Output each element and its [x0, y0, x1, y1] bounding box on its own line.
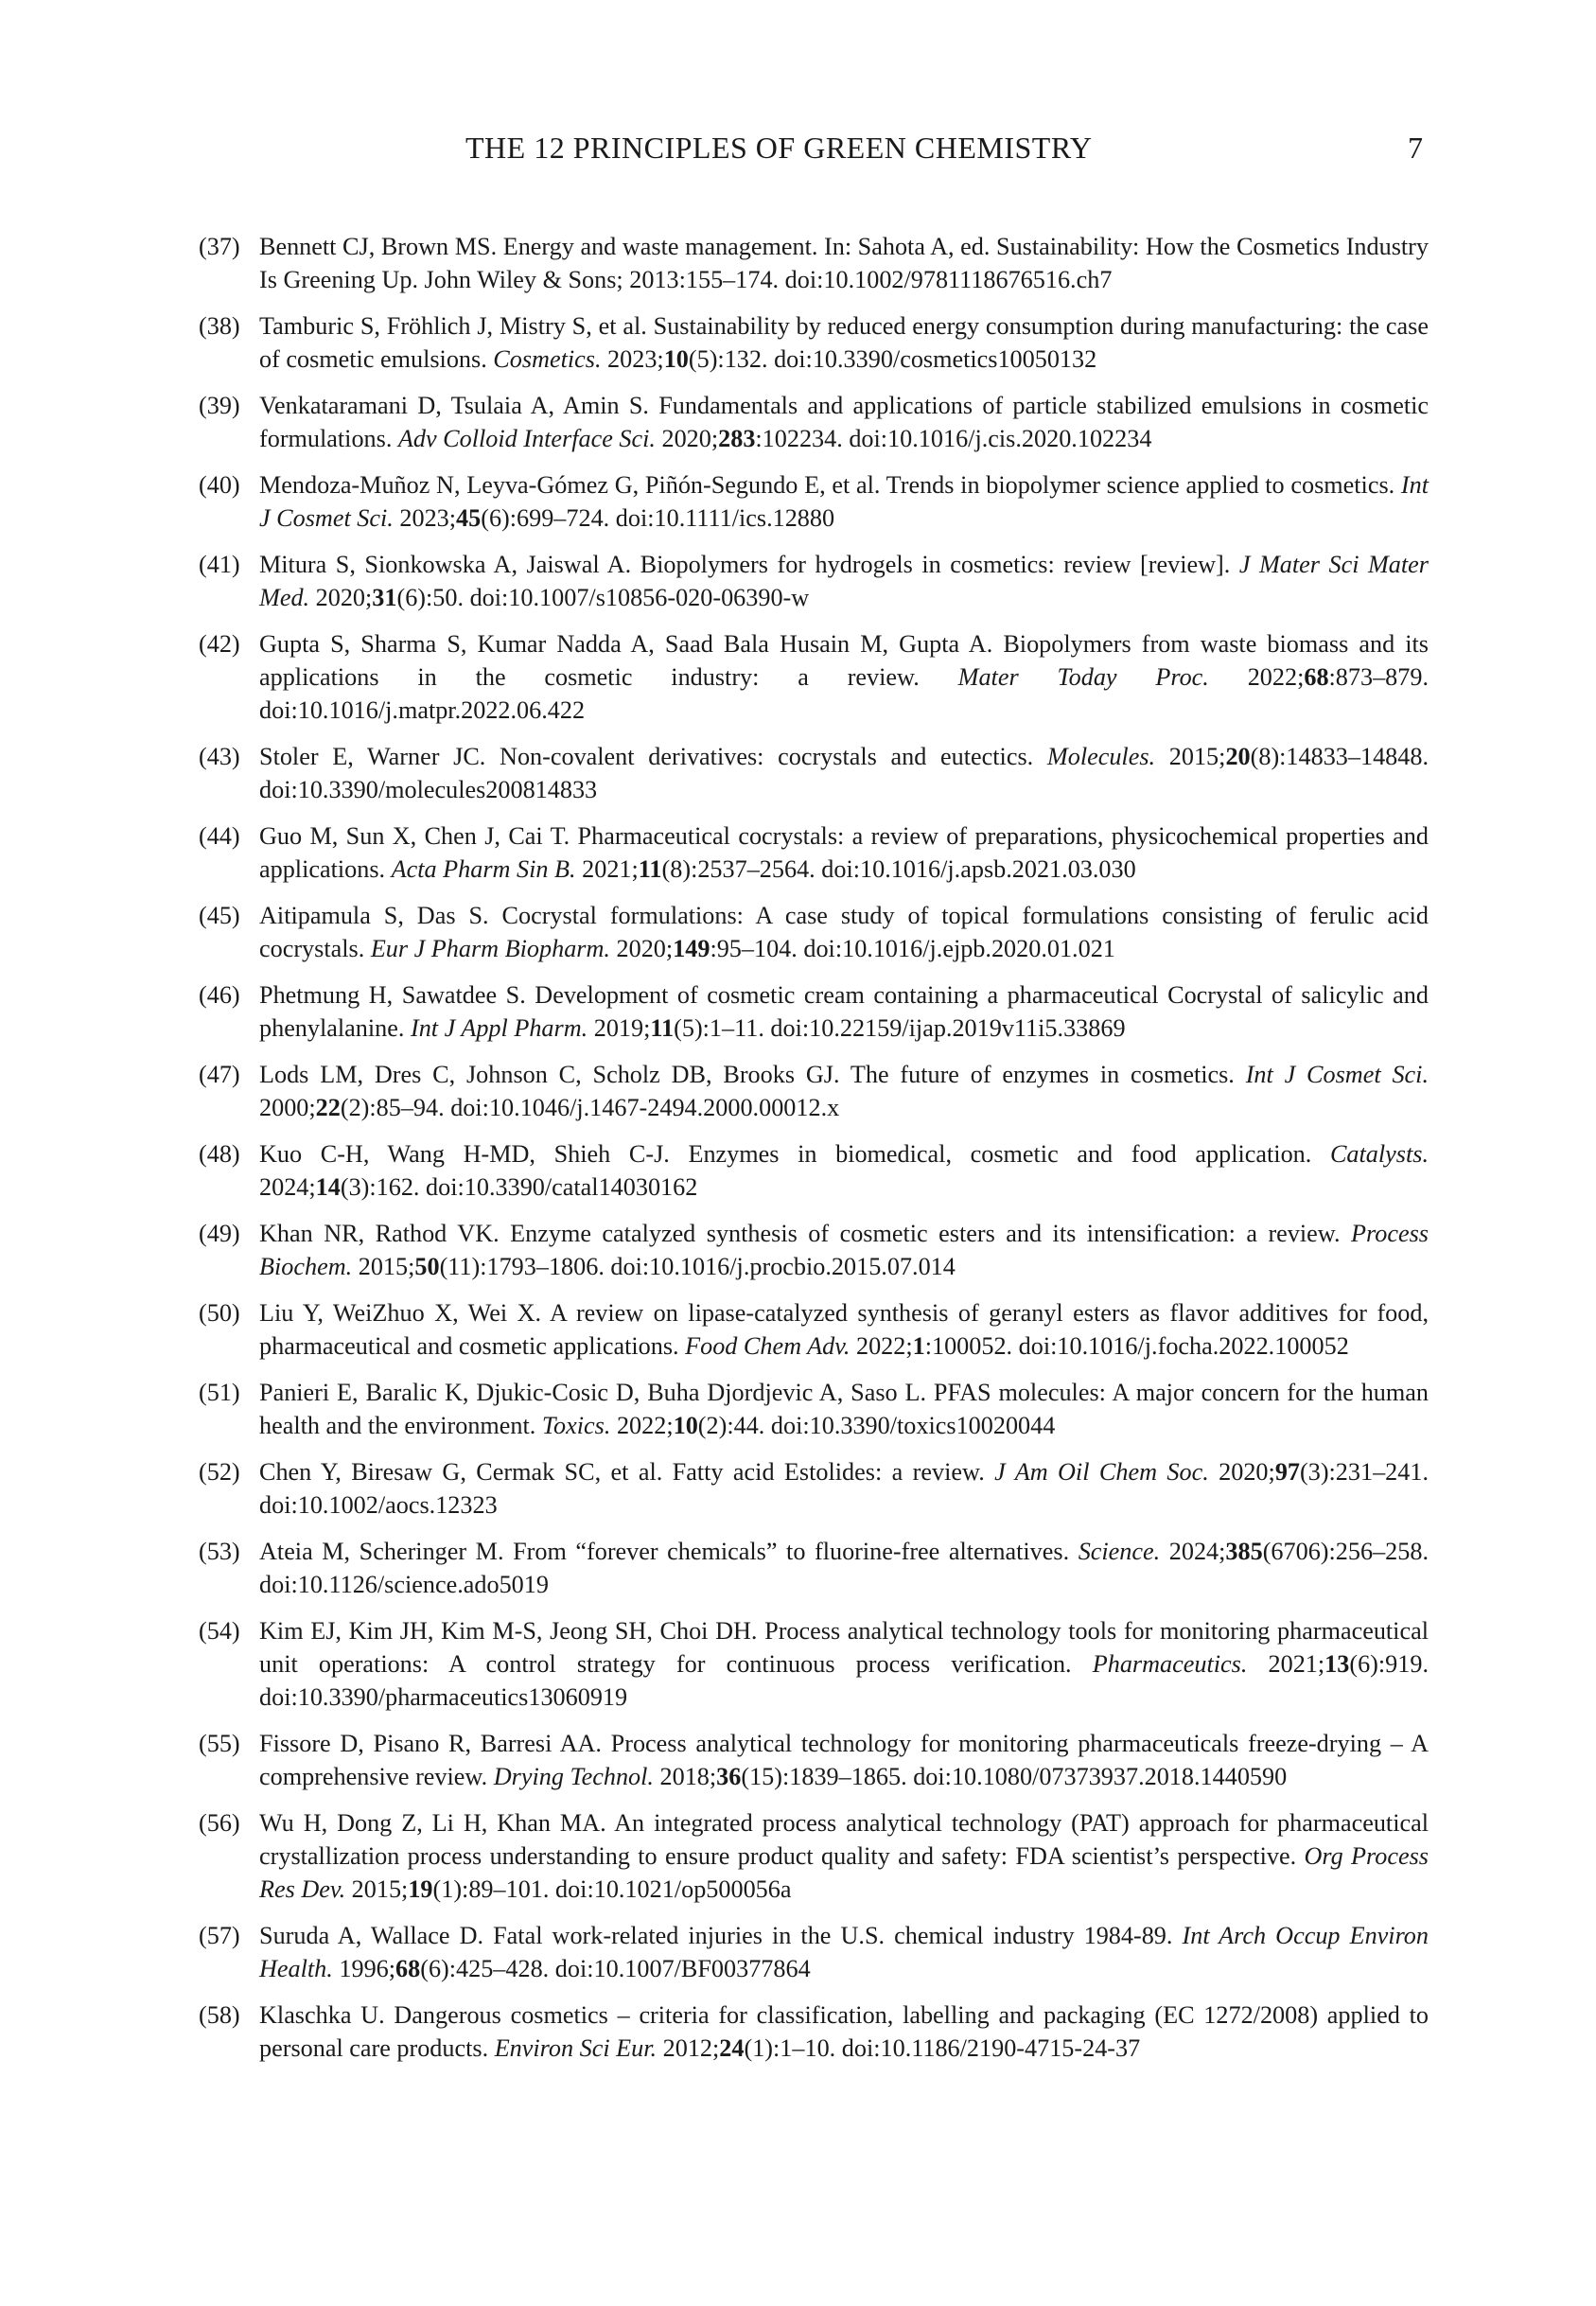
reference-year: 2021; — [575, 855, 639, 883]
reference-item — [199, 978, 1429, 1045]
reference-volume: 14 — [315, 1173, 341, 1201]
journal-name: Int J Appl Pharm. — [410, 1014, 588, 1042]
reference-number: (53) — [199, 1538, 240, 1565]
reference-year: 2021; — [1247, 1650, 1325, 1678]
reference-volume: 11 — [650, 1014, 675, 1042]
reference-item — [199, 627, 1429, 727]
reference-volume: 1 — [912, 1332, 925, 1360]
reference-item — [199, 1535, 1429, 1601]
reference-year: 2020; — [1208, 1458, 1275, 1486]
reference-pages-doi: (8):14833–14848. doi:10.3390/molecules200814833 — [259, 743, 1429, 803]
reference-pages-doi: (3):231–241. doi:10.1002/aocs.12323 — [259, 1458, 1429, 1519]
reference-text: Liu Y, WeiZhuo X, Wei X. A review on lipase-catalyzed synthesis of geranyl esters as flavor additives for food, pharmaceutical and cosmetic applications. — [259, 1299, 1429, 1360]
journal-name: J Am Oil Chem Soc. — [994, 1458, 1209, 1486]
reference-item — [199, 1137, 1429, 1204]
reference-pages-doi: (11):1793–1806. doi:10.1016/j.procbio.2015.07.014 — [439, 1253, 956, 1280]
reference-volume: 97 — [1274, 1458, 1300, 1486]
reference-text: Khan NR, Rathod VK. Enzyme catalyzed synthesis of cosmetic esters and its intensification: a review. — [259, 1220, 1352, 1247]
reference-year: 2022; — [610, 1412, 674, 1439]
journal-name: Eur J Pharm Biopharm. — [370, 935, 610, 962]
reference-number: (56) — [199, 1809, 240, 1837]
reference-text: Wu H, Dong Z, Li H, Khan MA. An integrated process analytical technology (PAT) approach for pharmaceutical crystallization process understanding to ensure product quality and safety: FDA scientist’s perspective. — [259, 1809, 1429, 1870]
reference-item — [199, 1455, 1429, 1522]
reference-volume: 13 — [1324, 1650, 1350, 1678]
reference-text: Phetmung H, Sawatdee S. Development of cosmetic cream containing a pharmaceutical Cocrystal of salicylic and phenylalanine. — [259, 981, 1429, 1042]
journal-name: Process Biochem. — [259, 1220, 1429, 1280]
reference-volume: 31 — [372, 584, 397, 611]
reference-year: 2020; — [309, 584, 373, 611]
reference-item — [199, 468, 1429, 535]
reference-text: Guo M, Sun X, Chen J, Cai T. Pharmaceutical cocrystals: a review of preparations, physicochemical properties and applications. — [259, 822, 1429, 883]
reference-volume: 24 — [719, 2034, 745, 2062]
journal-name: Int Arch Occup Environ Health. — [259, 1922, 1429, 1982]
reference-volume: 10 — [673, 1412, 698, 1439]
reference-number: (45) — [199, 902, 240, 929]
reference-pages-doi: :100052. doi:10.1016/j.focha.2022.100052 — [924, 1332, 1349, 1360]
reference-text: Mitura S, Sionkowska A, Jaiswal A. Biopolymers for hydrogels in cosmetics: review [review]. — [259, 551, 1239, 578]
reference-volume: 19 — [408, 1875, 433, 1903]
reference-volume: 283 — [718, 425, 756, 452]
reference-number: (58) — [199, 2001, 240, 2029]
reference-text: Ateia M, Scheringer M. From “forever chemicals” to fluorine-free alternatives. — [259, 1538, 1079, 1565]
reference-text: Lods LM, Dres C, Johnson C, Scholz DB, Brooks GJ. The future of enzymes in cosmetics. — [259, 1061, 1246, 1088]
reference-volume: 68 — [395, 1955, 421, 1982]
journal-name: Org Process Res Dev. — [259, 1842, 1429, 1903]
journal-name: Molecules. — [1046, 743, 1156, 770]
reference-number: (49) — [199, 1220, 240, 1247]
reference-year: 2018; — [653, 1763, 717, 1790]
reference-item — [199, 1998, 1429, 2065]
reference-number: (39) — [199, 392, 240, 419]
running-header — [0, 131, 1596, 168]
reference-item — [199, 1919, 1429, 1985]
reference-number: (37) — [199, 233, 240, 260]
journal-name: Food Chem Adv. — [685, 1332, 851, 1360]
journal-name: Adv Colloid Interface Sci. — [397, 425, 656, 452]
reference-year: 2012; — [657, 2034, 720, 2062]
reference-text: Aitipamula S, Das S. Cocrystal formulations: A case study of topical formulations consisting of ferulic acid cocrystals. — [259, 902, 1429, 962]
reference-pages-doi: (2):85–94. doi:10.1046/j.1467-2494.2000.00012.x — [340, 1094, 840, 1121]
journal-name: Environ Sci Eur. — [494, 2034, 658, 2062]
reference-volume: 68 — [1304, 663, 1329, 691]
reference-number: (51) — [199, 1379, 240, 1406]
reference-item — [199, 899, 1429, 965]
reference-year: 2024; — [259, 1173, 316, 1201]
journal-name: Acta Pharm Sin B. — [391, 855, 576, 883]
reference-text: Stoler E, Warner JC. Non-covalent derivatives: cocrystals and eutectics. — [259, 743, 1047, 770]
reference-text: Panieri E, Baralic K, Djukic-Cosic D, Buha Djordjevic A, Saso L. PFAS molecules: A major concern for the human health and the environment. — [259, 1379, 1429, 1439]
reference-text: Chen Y, Biresaw G, Cermak SC, et al. Fatty acid Estolides: a review. — [259, 1458, 995, 1486]
reference-year: 2022; — [1208, 663, 1305, 691]
reference-pages-doi: (8):2537–2564. doi:10.1016/j.apsb.2021.03.030 — [661, 855, 1136, 883]
reference-year: 2015; — [1155, 743, 1226, 770]
reference-item — [199, 309, 1429, 376]
reference-text: Kim EJ, Kim JH, Kim M-S, Jeong SH, Choi DH. Process analytical technology tools for monitoring pharmaceutical unit operations: A control strategy for continuous process verification. — [259, 1617, 1429, 1678]
reference-pages-doi: :95–104. doi:10.1016/j.ejpb.2020.01.021 — [710, 935, 1115, 962]
reference-volume: 50 — [414, 1253, 440, 1280]
reference-pages-doi: (6706):256–258. doi:10.1126/science.ado5019 — [259, 1538, 1429, 1598]
running-title: THE 12 PRINCIPLES OF GREEN CHEMISTRY — [465, 131, 1093, 165]
journal-name: Catalysts. — [1329, 1140, 1429, 1168]
reference-pages-doi: :873–879. doi:10.1016/j.matpr.2022.06.422 — [259, 663, 1429, 724]
reference-number: (47) — [199, 1061, 240, 1088]
reference-pages-doi: (1):89–101. doi:10.1021/op500056a — [432, 1875, 792, 1903]
reference-pages-doi: (6):425–428. doi:10.1007/BF00377864 — [420, 1955, 811, 1982]
reference-number: (42) — [199, 630, 240, 658]
reference-item — [199, 548, 1429, 614]
reference-pages-doi: (1):1–10. doi:10.1186/2190-4715-24-37 — [744, 2034, 1141, 2062]
reference-list — [199, 230, 1429, 2078]
reference-number: (44) — [199, 822, 240, 850]
reference-number: (57) — [199, 1922, 240, 1949]
reference-text: Klaschka U. Dangerous cosmetics – criteria for classification, labelling and packaging (EC 1272/2008) applied to personal care products. — [259, 2001, 1429, 2062]
reference-item — [199, 1058, 1429, 1124]
reference-year: 2015; — [352, 1253, 415, 1280]
reference-volume: 11 — [638, 855, 662, 883]
reference-number: (55) — [199, 1730, 240, 1757]
reference-volume: 149 — [673, 935, 710, 962]
journal-name: Cosmetics. — [493, 345, 602, 373]
reference-year: 2023; — [601, 345, 664, 373]
page-number: 7 — [1408, 131, 1423, 165]
reference-number: (46) — [199, 981, 240, 1009]
reference-text: Suruda A, Wallace D. Fatal work-related injuries in the U.S. chemical industry 1984-89. — [259, 1922, 1183, 1949]
reference-text: Kuo C-H, Wang H-MD, Shieh C-J. Enzymes in biomedical, cosmetic and food application. — [259, 1140, 1330, 1168]
reference-item — [199, 740, 1429, 806]
reference-number: (48) — [199, 1140, 240, 1168]
journal-name: Mater Today Proc. — [957, 663, 1209, 691]
reference-year: 2023; — [393, 504, 457, 532]
reference-year: 2024; — [1160, 1538, 1226, 1565]
reference-number: (52) — [199, 1458, 240, 1486]
reference-year: 2015; — [345, 1875, 409, 1903]
reference-year: 2020; — [609, 935, 674, 962]
reference-year: 2000; — [259, 1094, 316, 1121]
reference-item — [199, 1727, 1429, 1793]
reference-text: Fissore D, Pisano R, Barresi AA. Process analytical technology for monitoring pharmaceuticals freeze-drying – A comprehensive review. — [259, 1730, 1429, 1790]
reference-number: (43) — [199, 743, 240, 770]
reference-pages-doi: (2):44. doi:10.3390/toxics10020044 — [697, 1412, 1056, 1439]
reference-text: Bennett CJ, Brown MS. Energy and waste management. In: Sahota A, ed. Sustainability: How the Cosmetics Industry Is Greening Up. John Wiley & Sons; 2013:155–174. doi:10.1002/9781118676516.ch7 — [259, 233, 1429, 293]
reference-pages-doi: (15):1839–1865. doi:10.1080/07373937.2018.1440590 — [741, 1763, 1288, 1790]
reference-number: (38) — [199, 312, 240, 340]
reference-item — [199, 819, 1429, 886]
reference-pages-doi: (5):1–11. doi:10.22159/ijap.2019v11i5.33869 — [674, 1014, 1126, 1042]
journal-name: J Mater Sci Mater Med. — [259, 551, 1429, 611]
reference-item — [199, 389, 1429, 455]
reference-text: Venkataramani D, Tsulaia A, Amin S. Fundamentals and applications of particle stabilized emulsions in cosmetic formulations. — [259, 392, 1429, 452]
reference-volume: 22 — [315, 1094, 341, 1121]
reference-pages-doi: (5):132. doi:10.3390/cosmetics10050132 — [688, 345, 1097, 373]
reference-year: 1996; — [332, 1955, 396, 1982]
reference-item — [199, 1806, 1429, 1906]
reference-pages-doi: :102234. doi:10.1016/j.cis.2020.102234 — [755, 425, 1152, 452]
reference-volume: 45 — [456, 504, 482, 532]
reference-number: (41) — [199, 551, 240, 578]
journal-name: Drying Technol. — [493, 1763, 654, 1790]
reference-volume: 385 — [1225, 1538, 1263, 1565]
journal-name: Pharmaceutics. — [1092, 1650, 1248, 1678]
reference-number: (40) — [199, 471, 240, 499]
reference-year: 2020; — [655, 425, 719, 452]
reference-number: (54) — [199, 1617, 240, 1645]
reference-volume: 10 — [663, 345, 689, 373]
reference-text: Mendoza-Muñoz N, Leyva-Gómez G, Piñón-Segundo E, et al. Trends in biopolymer science applied to cosmetics. — [259, 471, 1401, 499]
reference-number: (50) — [199, 1299, 240, 1327]
reference-pages-doi: (6):699–724. doi:10.1111/ics.12880 — [481, 504, 835, 532]
journal-name: Science. — [1078, 1538, 1161, 1565]
reference-text: Tamburic S, Fröhlich J, Mistry S, et al. Sustainability by reduced energy consumption during manufacturing: the case of cosmetic emulsions. — [259, 312, 1429, 373]
reference-volume: 36 — [716, 1763, 742, 1790]
reference-volume: 20 — [1225, 743, 1251, 770]
reference-item — [199, 1296, 1429, 1363]
journal-name: Int J Cosmet Sci. — [1245, 1061, 1429, 1088]
reference-year: 2019; — [588, 1014, 651, 1042]
reference-item — [199, 1376, 1429, 1442]
reference-text: Gupta S, Sharma S, Kumar Nadda A, Saad Bala Husain M, Gupta A. Biopolymers from waste biomass and its applications in the cosmetic industry: a review. — [259, 630, 1429, 691]
reference-pages-doi: (6):919. doi:10.3390/pharmaceutics13060919 — [259, 1650, 1429, 1711]
journal-name: Toxics. — [541, 1412, 611, 1439]
journal-name: Int J Cosmet Sci. — [259, 471, 1429, 532]
reference-pages-doi: (3):162. doi:10.3390/catal14030162 — [340, 1173, 698, 1201]
reference-item — [199, 230, 1429, 296]
reference-year: 2022; — [850, 1332, 913, 1360]
reference-pages-doi: (6):50. doi:10.1007/s10856-020-06390-w — [396, 584, 810, 611]
reference-item — [199, 1217, 1429, 1283]
reference-item — [199, 1614, 1429, 1714]
